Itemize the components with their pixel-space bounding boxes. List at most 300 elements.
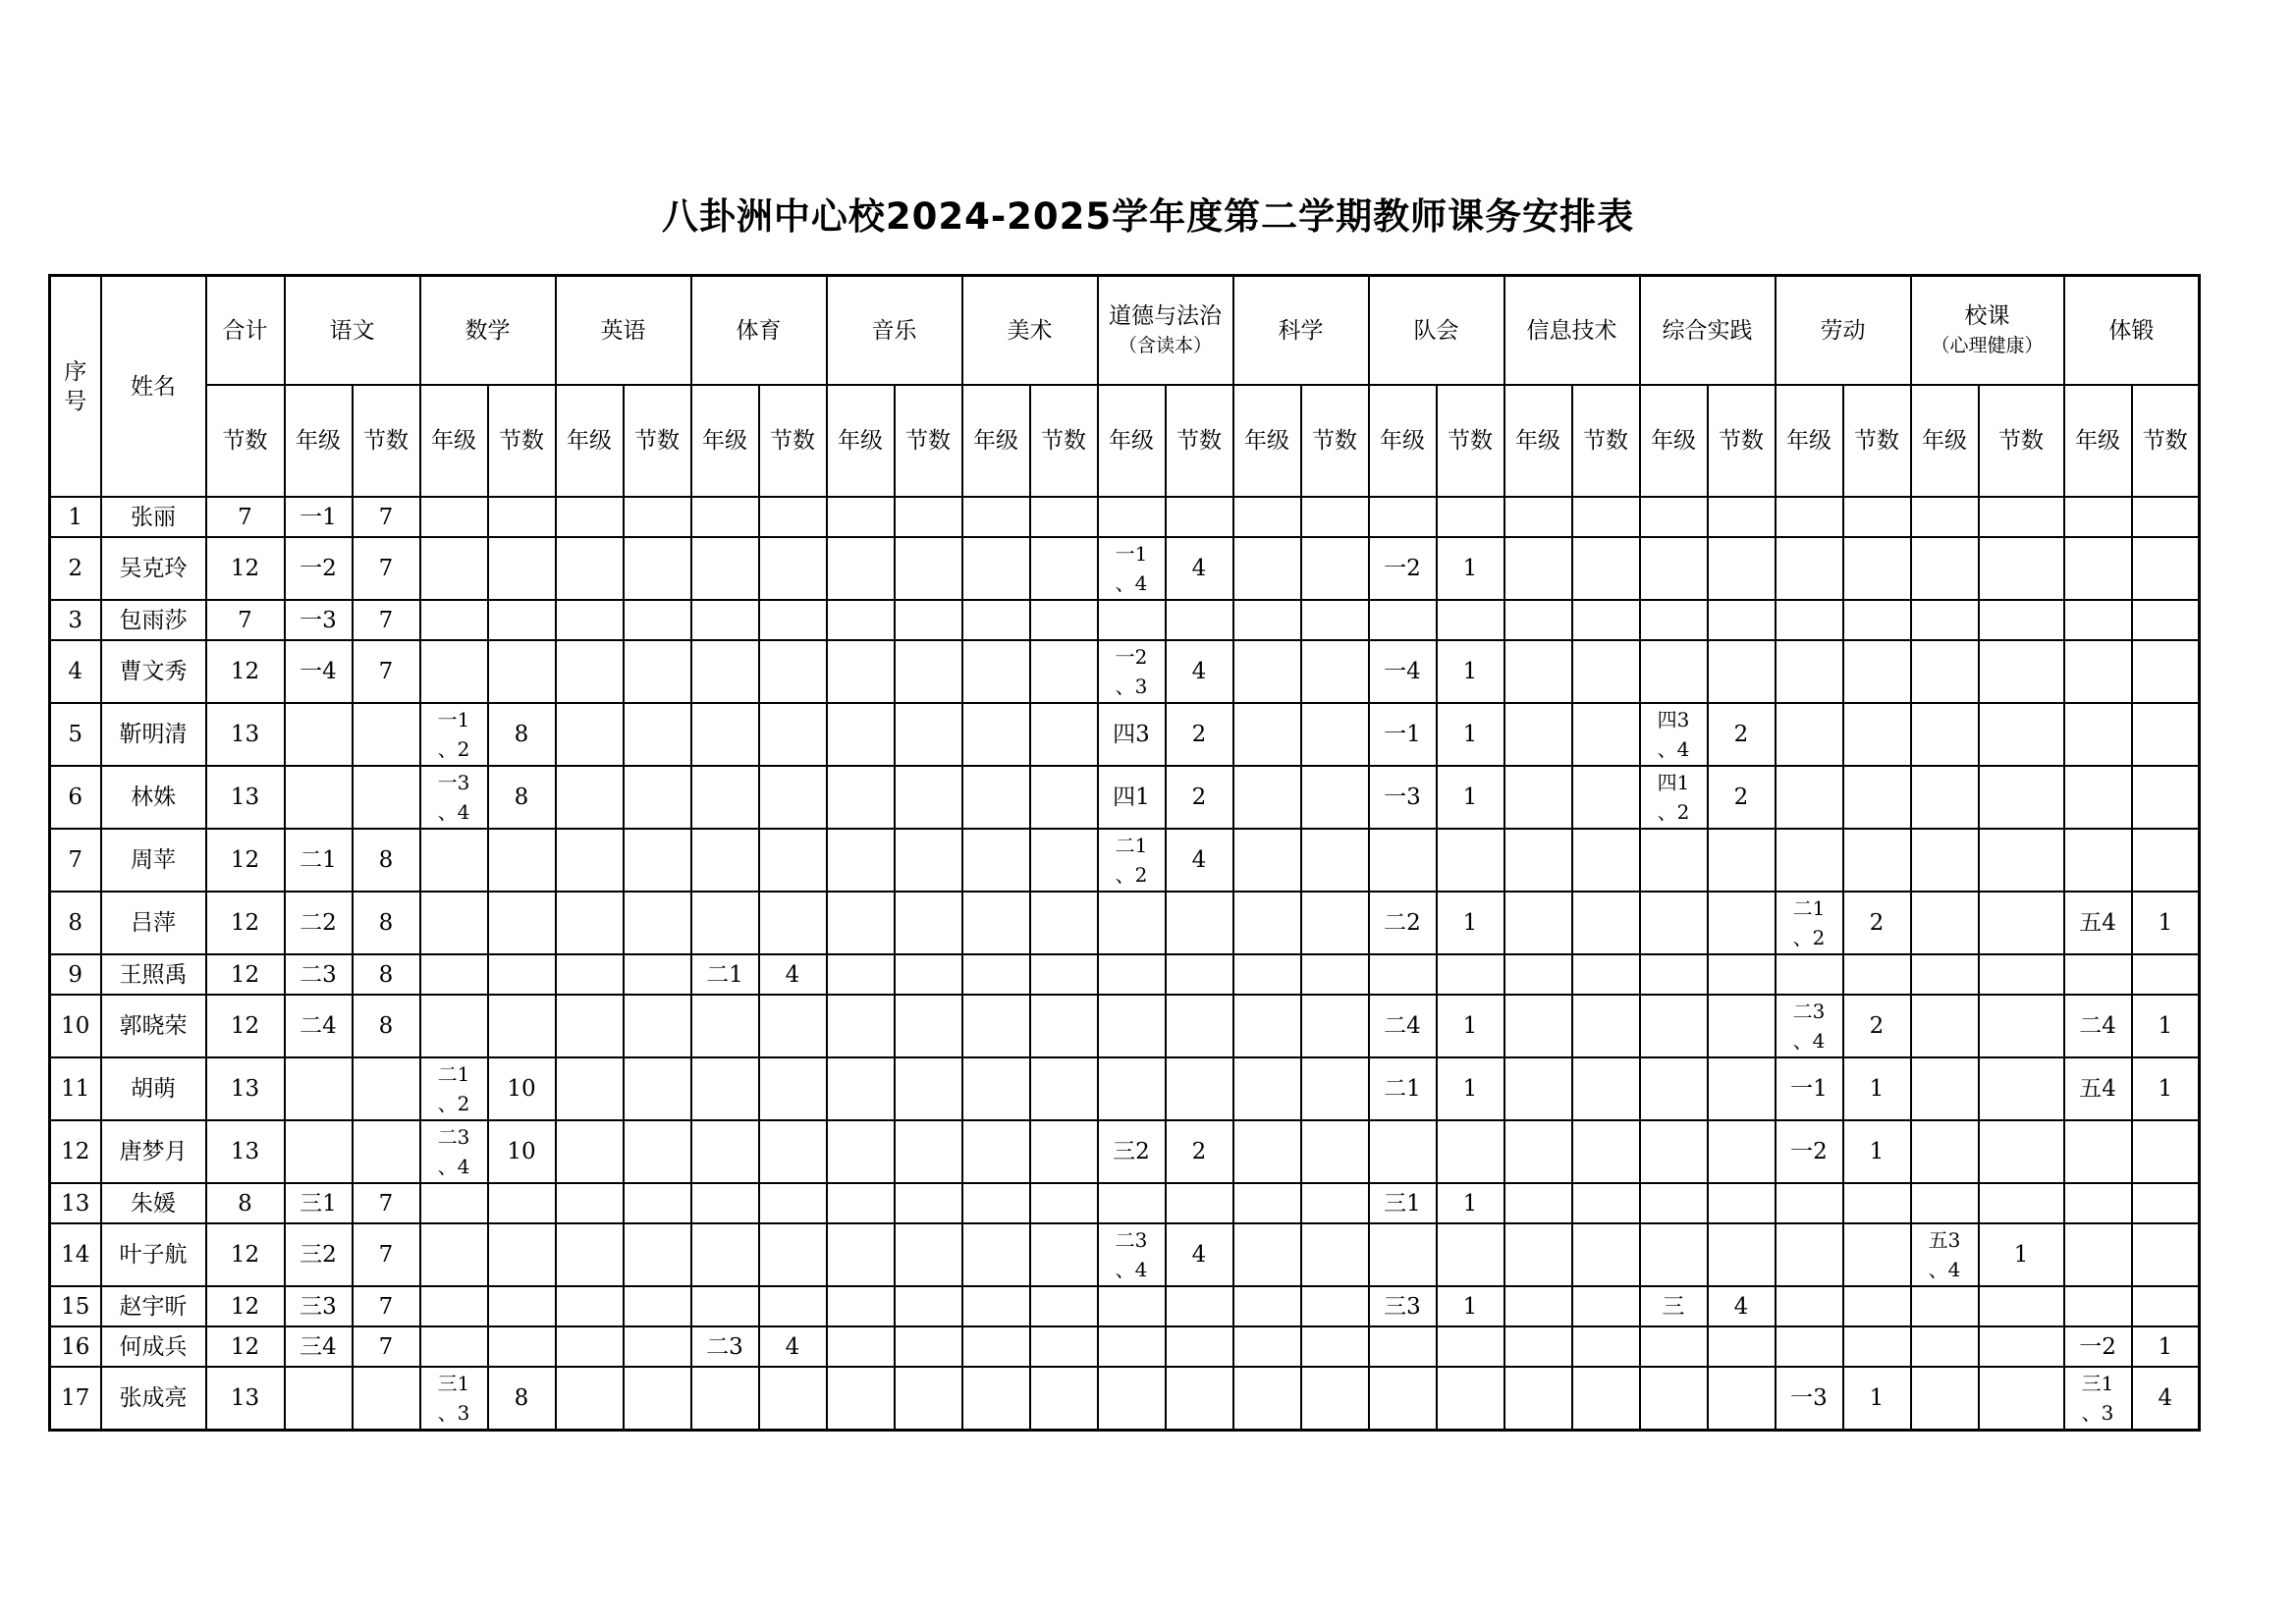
row-grade — [556, 1367, 624, 1431]
row-hours — [1708, 600, 1776, 640]
row-grade — [420, 954, 488, 995]
row-grade: 一1 — [285, 497, 353, 537]
row-grade — [1233, 703, 1301, 766]
row-hours — [488, 995, 556, 1057]
row-grade — [420, 1057, 488, 1120]
table-row — [50, 1057, 2200, 1120]
row-hours — [624, 497, 691, 537]
row-name: 唐梦月 — [101, 1120, 206, 1183]
row-hours — [1437, 600, 1504, 640]
row-hours — [1166, 1367, 1233, 1431]
row-grade — [420, 1286, 488, 1326]
row-grade — [1098, 600, 1166, 640]
row-grade: 三3 — [285, 1286, 353, 1326]
row-hours: 7 — [353, 1223, 420, 1286]
grade-line: 、2 — [1792, 926, 1826, 949]
row-name: 郭晓荣 — [101, 995, 206, 1057]
row-grade — [420, 892, 488, 954]
row-grade — [420, 600, 488, 640]
header-grade: 年级 — [1369, 385, 1437, 497]
row-grade — [285, 1367, 353, 1431]
row-hours — [1708, 1183, 1776, 1223]
row-hours — [895, 1120, 962, 1183]
row-grade — [420, 537, 488, 600]
table-row — [50, 1223, 2200, 1286]
table-row — [50, 537, 2200, 600]
row-hours: 2 — [1166, 703, 1233, 766]
row-hours — [895, 1286, 962, 1326]
row-hours — [759, 1183, 827, 1223]
row-seq: 4 — [50, 640, 101, 703]
row-grade — [962, 1120, 1030, 1183]
row-grade: 二3 — [691, 1326, 759, 1367]
row-total: 13 — [206, 703, 285, 766]
row-grade — [1504, 640, 1572, 703]
row-hours: 8 — [353, 892, 420, 954]
grade-line: 三1 — [437, 1372, 470, 1395]
row-grade — [556, 600, 624, 640]
row-total: 13 — [206, 766, 285, 829]
row-grade — [691, 640, 759, 703]
row-hours — [1301, 600, 1369, 640]
row-hours — [1979, 829, 2064, 892]
row-grade — [827, 1326, 895, 1367]
row-hours — [895, 1183, 962, 1223]
row-grade — [1504, 1120, 1572, 1183]
row-hours — [1301, 1367, 1369, 1431]
row-grade — [691, 829, 759, 892]
row-grade — [1504, 600, 1572, 640]
row-grade — [1369, 954, 1437, 995]
row-hours — [624, 954, 691, 995]
row-hours — [895, 995, 962, 1057]
grade-line: 一1 — [1115, 542, 1148, 566]
row-hours — [1572, 703, 1640, 766]
row-grade — [1911, 497, 1979, 537]
header-subject-name: 音乐 — [871, 317, 917, 344]
row-name: 何成兵 — [101, 1326, 206, 1367]
header-subject — [1504, 276, 1640, 386]
row-hours — [1030, 1367, 1098, 1431]
row-hours: 1 — [2132, 1326, 2200, 1367]
row-hours: 8 — [488, 766, 556, 829]
row-grade — [962, 1057, 1030, 1120]
row-grade — [1098, 497, 1166, 537]
row-grade — [556, 703, 624, 766]
row-hours — [1437, 1367, 1504, 1431]
row-grade: 一1 — [1369, 703, 1437, 766]
row-hours — [1572, 1223, 1640, 1286]
row-hours — [1708, 537, 1776, 600]
row-grade: 一3 — [1776, 1367, 1843, 1431]
header-subject-name: 数学 — [465, 317, 511, 344]
grade-line: 、2 — [437, 737, 470, 761]
row-hours — [1301, 766, 1369, 829]
row-grade: 二4 — [1369, 995, 1437, 1057]
row-hours: 2 — [1166, 766, 1233, 829]
grade-line: 四1 — [1657, 771, 1690, 794]
row-grade — [962, 829, 1030, 892]
row-grade — [556, 537, 624, 600]
row-grade — [556, 995, 624, 1057]
row-hours: 2 — [1843, 995, 1911, 1057]
row-hours — [1437, 497, 1504, 537]
row-grade — [1911, 1367, 1979, 1431]
row-grade — [1640, 703, 1708, 766]
row-seq: 11 — [50, 1057, 101, 1120]
row-total: 13 — [206, 1367, 285, 1431]
row-hours — [488, 600, 556, 640]
row-hours — [1437, 1120, 1504, 1183]
row-grade — [1098, 954, 1166, 995]
row-grade — [827, 537, 895, 600]
row-grade — [1098, 1057, 1166, 1120]
row-grade — [1098, 892, 1166, 954]
row-seq: 9 — [50, 954, 101, 995]
header-subject-name: 校课 — [1964, 302, 2010, 329]
row-hours — [488, 1326, 556, 1367]
row-grade — [1369, 1367, 1437, 1431]
grade-line: 、2 — [437, 1092, 470, 1115]
header-hours: 节数 — [895, 385, 962, 497]
grade-line: 、4 — [1928, 1258, 1961, 1281]
row-grade — [1911, 892, 1979, 954]
row-hours — [759, 829, 827, 892]
row-grade — [962, 537, 1030, 600]
header-grade: 年级 — [420, 385, 488, 497]
row-grade: 二1 — [1369, 1057, 1437, 1120]
row-hours: 7 — [353, 640, 420, 703]
row-hours — [1843, 829, 1911, 892]
header-subject-note: （心理健康） — [1931, 334, 2044, 356]
row-hours: 10 — [488, 1120, 556, 1183]
row-grade — [1640, 892, 1708, 954]
row-hours: 7 — [353, 1286, 420, 1326]
row-hours: 1 — [1437, 995, 1504, 1057]
row-hours — [1979, 600, 2064, 640]
row-grade: 一2 — [2064, 1326, 2132, 1367]
row-hours — [759, 995, 827, 1057]
header-grade: 年级 — [1776, 385, 1843, 497]
row-grade — [556, 829, 624, 892]
row-hours — [1843, 766, 1911, 829]
row-seq: 2 — [50, 537, 101, 600]
row-total: 13 — [206, 1120, 285, 1183]
row-grade: 一4 — [285, 640, 353, 703]
row-hours — [2132, 1286, 2200, 1326]
row-hours: 4 — [1166, 829, 1233, 892]
row-grade — [1911, 1120, 1979, 1183]
row-hours — [353, 1057, 420, 1120]
row-grade — [1369, 1326, 1437, 1367]
row-total: 12 — [206, 1223, 285, 1286]
row-hours — [624, 703, 691, 766]
row-grade — [1233, 1367, 1301, 1431]
row-hours — [1572, 954, 1640, 995]
row-hours: 4 — [759, 954, 827, 995]
row-hours — [1166, 1183, 1233, 1223]
row-seq: 6 — [50, 766, 101, 829]
row-hours — [1166, 1326, 1233, 1367]
row-hours — [624, 766, 691, 829]
row-grade — [1233, 1223, 1301, 1286]
row-grade — [2064, 703, 2132, 766]
row-hours — [1030, 1223, 1098, 1286]
row-grade: 三2 — [1098, 1120, 1166, 1183]
grade-line: 一1 — [437, 708, 470, 731]
row-hours: 4 — [1166, 640, 1233, 703]
row-hours: 1 — [1437, 766, 1504, 829]
row-grade: 五4 — [2064, 892, 2132, 954]
row-grade — [1776, 766, 1843, 829]
row-hours — [1030, 1057, 1098, 1120]
row-grade: 三1 — [285, 1183, 353, 1223]
row-hours — [1572, 1183, 1640, 1223]
row-hours — [1708, 1223, 1776, 1286]
row-grade — [691, 497, 759, 537]
table-row — [50, 1120, 2200, 1183]
row-grade — [827, 497, 895, 537]
row-grade — [1098, 1326, 1166, 1367]
row-grade: 一3 — [1369, 766, 1437, 829]
row-grade — [420, 1223, 488, 1286]
row-grade — [962, 1286, 1030, 1326]
row-hours — [1030, 766, 1098, 829]
header-seq — [50, 276, 101, 498]
header-grade: 年级 — [827, 385, 895, 497]
row-hours — [1843, 703, 1911, 766]
row-hours — [1030, 954, 1098, 995]
row-grade — [1640, 1326, 1708, 1367]
row-hours — [895, 640, 962, 703]
header-subject-name: 语文 — [329, 317, 375, 344]
row-hours — [1030, 1183, 1098, 1223]
header-subject-name: 体锻 — [2108, 317, 2155, 344]
row-hours: 8 — [488, 1367, 556, 1431]
row-grade — [1369, 1223, 1437, 1286]
row-grade — [1911, 954, 1979, 995]
row-grade — [556, 1223, 624, 1286]
row-hours — [1843, 640, 1911, 703]
row-hours: 8 — [353, 829, 420, 892]
row-grade — [556, 497, 624, 537]
row-grade — [1911, 1183, 1979, 1223]
row-total: 13 — [206, 1057, 285, 1120]
row-grade — [1640, 1120, 1708, 1183]
row-grade — [1776, 995, 1843, 1057]
row-hours: 1 — [2132, 892, 2200, 954]
row-hours: 4 — [2132, 1367, 2200, 1431]
row-grade — [2064, 1120, 2132, 1183]
row-grade — [691, 995, 759, 1057]
row-total: 7 — [206, 497, 285, 537]
row-hours — [1166, 995, 1233, 1057]
row-seq: 3 — [50, 600, 101, 640]
row-hours — [1708, 954, 1776, 995]
row-hours — [1301, 995, 1369, 1057]
row-grade — [1911, 829, 1979, 892]
row-hours: 8 — [353, 954, 420, 995]
row-name: 吴克玲 — [101, 537, 206, 600]
row-hours — [488, 954, 556, 995]
row-grade — [962, 1326, 1030, 1367]
row-hours — [895, 703, 962, 766]
row-grade — [1233, 1057, 1301, 1120]
row-grade — [1776, 1183, 1843, 1223]
row-hours — [1708, 829, 1776, 892]
header-subject — [556, 276, 691, 386]
row-grade — [420, 497, 488, 537]
row-grade — [1098, 1183, 1166, 1223]
header-subject-name: 英语 — [600, 317, 646, 344]
table-row — [50, 1326, 2200, 1367]
row-hours — [1301, 1286, 1369, 1326]
row-hours: 2 — [1166, 1120, 1233, 1183]
row-grade — [691, 1286, 759, 1326]
row-total: 7 — [206, 600, 285, 640]
row-hours: 1 — [1843, 1057, 1911, 1120]
row-grade — [1369, 497, 1437, 537]
row-hours — [1979, 497, 2064, 537]
row-hours — [1301, 1223, 1369, 1286]
row-grade — [420, 703, 488, 766]
page-title: 八卦洲中心校2024-2025学年度第二学期教师课务安排表 — [661, 195, 1635, 238]
row-grade — [691, 537, 759, 600]
row-grade — [1098, 1223, 1166, 1286]
row-grade — [1233, 537, 1301, 600]
row-hours: 7 — [353, 1326, 420, 1367]
row-grade: 一1 — [1776, 1057, 1843, 1120]
row-name: 张成亮 — [101, 1367, 206, 1431]
header-grade: 年级 — [285, 385, 353, 497]
row-grade — [827, 640, 895, 703]
row-hours — [624, 1183, 691, 1223]
row-grade: 一4 — [1369, 640, 1437, 703]
row-hours — [1572, 640, 1640, 703]
row-grade — [1233, 995, 1301, 1057]
row-grade — [1911, 703, 1979, 766]
row-grade — [962, 703, 1030, 766]
row-grade — [2064, 1223, 2132, 1286]
row-grade: 三1 — [1369, 1183, 1437, 1223]
grade-line: 二3 — [437, 1125, 470, 1149]
row-hours — [1301, 1120, 1369, 1183]
table-row — [50, 1367, 2200, 1431]
row-hours — [1572, 1057, 1640, 1120]
header-subject — [1369, 276, 1504, 386]
row-hours — [895, 537, 962, 600]
header-grade: 年级 — [1504, 385, 1572, 497]
row-grade — [691, 1120, 759, 1183]
header-grade: 年级 — [1098, 385, 1166, 497]
row-grade — [1504, 497, 1572, 537]
row-name: 吕萍 — [101, 892, 206, 954]
row-grade — [556, 1183, 624, 1223]
row-hours — [1030, 537, 1098, 600]
row-hours — [1843, 600, 1911, 640]
row-hours: 2 — [1708, 703, 1776, 766]
row-grade — [420, 1183, 488, 1223]
row-grade: 二2 — [1369, 892, 1437, 954]
row-grade — [1233, 1286, 1301, 1326]
row-hours — [1979, 537, 2064, 600]
row-grade — [962, 497, 1030, 537]
grade-line: 、2 — [1657, 800, 1690, 824]
table-row — [50, 892, 2200, 954]
row-hours — [1301, 954, 1369, 995]
row-hours: 7 — [353, 600, 420, 640]
row-hours — [624, 537, 691, 600]
row-grade — [1233, 497, 1301, 537]
row-grade — [1369, 829, 1437, 892]
row-hours — [624, 829, 691, 892]
row-name: 胡萌 — [101, 1057, 206, 1120]
row-hours: 1 — [2132, 1057, 2200, 1120]
row-hours — [1301, 892, 1369, 954]
row-grade — [1776, 600, 1843, 640]
row-grade — [1640, 829, 1708, 892]
row-grade — [1911, 640, 1979, 703]
row-grade — [1640, 1223, 1708, 1286]
row-grade — [1504, 703, 1572, 766]
row-grade — [1911, 1286, 1979, 1326]
row-hours — [1437, 829, 1504, 892]
header-subject — [420, 276, 556, 386]
row-hours — [1708, 497, 1776, 537]
row-hours — [1301, 829, 1369, 892]
row-grade — [827, 1223, 895, 1286]
row-hours — [1166, 892, 1233, 954]
header-hours: 节数 — [624, 385, 691, 497]
row-name: 曹文秀 — [101, 640, 206, 703]
row-grade: 二4 — [2064, 995, 2132, 1057]
row-hours: 2 — [1843, 892, 1911, 954]
row-grade — [1776, 892, 1843, 954]
row-hours — [1030, 497, 1098, 537]
grade-line: 三1 — [2081, 1372, 2114, 1395]
header-hours: 节数 — [1979, 385, 2064, 497]
grade-line: 二3 — [1792, 1000, 1826, 1023]
row-grade — [827, 1183, 895, 1223]
row-grade — [1640, 600, 1708, 640]
row-hours — [895, 1367, 962, 1431]
row-hours — [1030, 995, 1098, 1057]
header-subject — [1776, 276, 1911, 386]
row-total: 12 — [206, 892, 285, 954]
row-hours — [1708, 1120, 1776, 1183]
row-hours — [895, 892, 962, 954]
row-grade: 三2 — [285, 1223, 353, 1286]
row-hours — [759, 703, 827, 766]
header-hours: 节数 — [353, 385, 420, 497]
row-grade — [1504, 954, 1572, 995]
row-grade — [691, 892, 759, 954]
grade-line: 二1 — [437, 1062, 470, 1086]
row-grade — [1504, 766, 1572, 829]
table-row — [50, 954, 2200, 995]
table-row — [50, 703, 2200, 766]
header-hours: 节数 — [1843, 385, 1911, 497]
row-hours — [2132, 829, 2200, 892]
row-seq: 8 — [50, 892, 101, 954]
row-grade — [1776, 537, 1843, 600]
row-grade — [1233, 766, 1301, 829]
header-hours: 节数 — [2132, 385, 2200, 497]
row-hours — [1572, 995, 1640, 1057]
header-subject — [1911, 276, 2064, 386]
row-grade — [1504, 995, 1572, 1057]
row-grade — [1504, 1223, 1572, 1286]
